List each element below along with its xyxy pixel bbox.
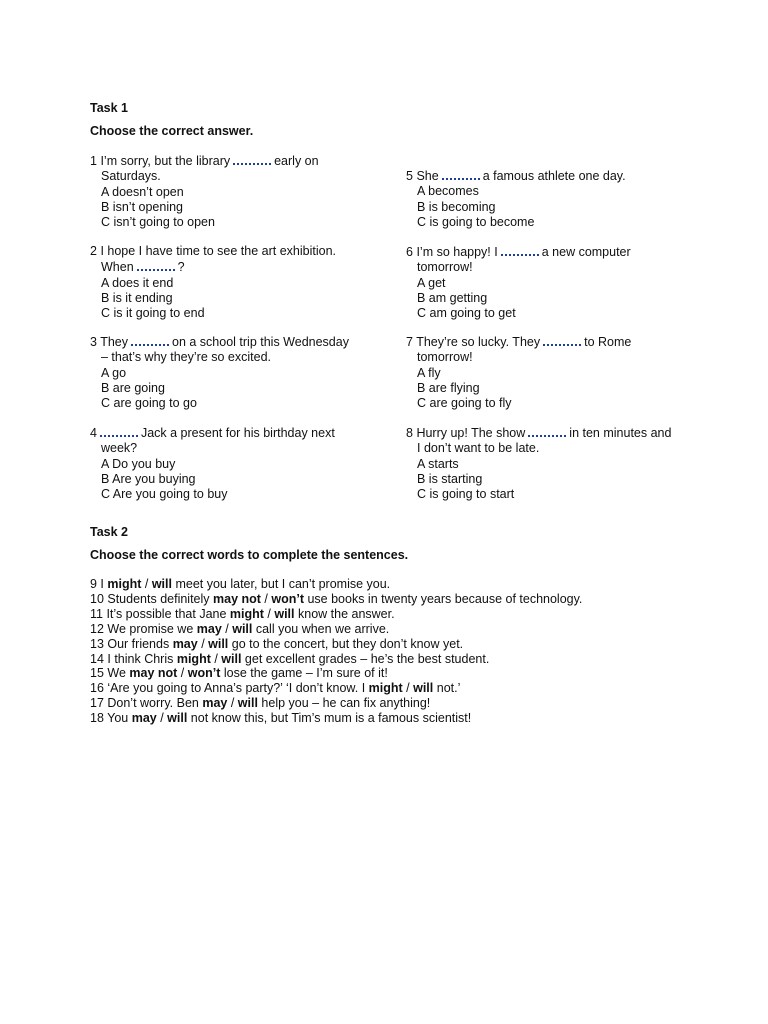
question-stem: I’m so happy! I [416, 245, 498, 259]
question-number: 8 [406, 426, 413, 440]
task1-title: Task 1 [90, 101, 128, 115]
question-stem-end: a famous athlete one day. [482, 169, 626, 183]
option-b[interactable]: B is it ending [101, 290, 173, 305]
choice-1[interactable]: may [196, 621, 222, 636]
question-2 [90, 244, 390, 321]
question-stem-end: early on [274, 154, 319, 168]
option-b[interactable]: B is starting [417, 471, 483, 486]
question-6 [406, 244, 706, 321]
question-7 [406, 334, 706, 411]
task2-title: Task 2 [90, 525, 128, 539]
option-a[interactable]: A starts [417, 456, 459, 471]
question-stem-cont: I don’t want to be late. [417, 441, 540, 456]
sentence-12: 12 We promise we may / will call you when we arrive. [90, 621, 390, 636]
question-stem-end: in ten minutes and [569, 426, 672, 440]
question-number: 5 [406, 169, 413, 183]
question-stem-end: ? [177, 260, 185, 275]
option-a[interactable]: A becomes [417, 184, 479, 199]
choice-1[interactable]: may [172, 636, 198, 651]
question-stem-end: Jack a present for his birthday next [140, 426, 335, 440]
option-a[interactable]: A does it end [101, 275, 174, 290]
option-c[interactable]: C are going to go [101, 396, 197, 411]
choice-2[interactable]: will [237, 696, 258, 711]
question-stem-cont: tomorrow! [417, 260, 473, 275]
sentence-16: 16 ‘Are you going to Anna’s party?’ ‘I don’t know. I might / will not.’ [90, 681, 461, 696]
question-stem-cont: – that’s why they’re so excited. [101, 350, 271, 365]
question-stem-end: on a school trip this Wednesday [172, 335, 349, 349]
option-a[interactable]: A get [417, 275, 446, 290]
question-stem-cont: When [101, 260, 134, 275]
task2-sentences [90, 577, 730, 726]
answer-blank[interactable] [233, 153, 271, 165]
choice-1[interactable]: may not [213, 591, 261, 606]
answer-blank[interactable] [528, 425, 566, 437]
question-3 [90, 334, 390, 411]
question-stem-end: to Rome [584, 335, 632, 349]
question-number: 3 [90, 335, 97, 349]
choice-2[interactable]: will [232, 621, 253, 636]
option-b[interactable]: B is becoming [417, 199, 496, 214]
answer-blank[interactable] [543, 334, 581, 346]
choice-1[interactable]: may [202, 696, 228, 711]
question-1 [90, 153, 390, 230]
question-stem: I’m sorry, but the library [100, 154, 231, 168]
sentence-10: 10 Students definitely may not / won’t use books in twenty years because of technology. [90, 591, 583, 606]
option-c[interactable]: C isn’t going to open [101, 215, 215, 230]
task1-instruction: Choose the correct answer. [90, 124, 254, 138]
choice-1[interactable]: may not [129, 666, 178, 681]
option-c[interactable]: C Are you going to buy [101, 487, 228, 502]
question-number: 4 [90, 426, 97, 440]
sentence-11: 11 It’s possible that Jane might / will know the answer. [90, 606, 395, 621]
question-stem: Hurry up! The show [416, 426, 526, 440]
question-number: 7 [406, 335, 413, 349]
question-number: 6 [406, 245, 413, 259]
option-b[interactable]: B are going [101, 380, 165, 395]
answer-blank[interactable] [442, 168, 480, 180]
option-a[interactable]: A fly [417, 365, 441, 380]
question-5 [406, 168, 706, 230]
option-c[interactable]: C is going to start [417, 487, 515, 502]
task2-instruction: Choose the correct words to complete the sentences. [90, 548, 409, 562]
choice-2[interactable]: won’t [271, 591, 304, 606]
question-stem: I hope I have time to see the art exhibition. [100, 244, 336, 258]
choice-1[interactable]: might [368, 681, 403, 696]
question-stem-cont: tomorrow! [417, 350, 473, 365]
option-c[interactable]: C is going to become [417, 214, 535, 229]
sentence-9: 9 I might / will meet you later, but I can’t promise you. [90, 577, 391, 591]
question-stem: They’re so lucky. They [416, 335, 541, 349]
choice-2[interactable]: will [151, 577, 172, 591]
choice-1[interactable]: might [176, 651, 211, 666]
answer-blank[interactable] [137, 259, 175, 271]
question-stem: They [100, 335, 128, 349]
choice-2[interactable]: will [274, 606, 295, 621]
answer-blank[interactable] [501, 244, 539, 256]
option-c[interactable]: C are going to fly [417, 396, 512, 411]
option-c[interactable]: C am going to get [417, 306, 516, 321]
question-stem: She [416, 169, 439, 183]
question-number: 2 [90, 244, 97, 258]
choice-1[interactable]: may [131, 711, 157, 726]
sentence-13: 13 Our friends may / will go to the concert, but they don’t know yet. [90, 636, 464, 651]
answer-blank[interactable] [100, 425, 138, 437]
option-b[interactable]: B Are you buying [101, 471, 196, 486]
question-stem-cont: week? [101, 441, 138, 456]
choice-1[interactable]: might [107, 577, 142, 591]
question-4 [90, 425, 390, 502]
option-a[interactable]: A doesn’t open [101, 184, 184, 199]
choice-2[interactable]: will [167, 711, 188, 726]
option-b[interactable]: B am getting [417, 290, 488, 305]
sentence-18: 18 You may / will not know this, but Tim’s mum is a famous scientist! [90, 711, 472, 726]
choice-2[interactable]: will [221, 651, 242, 666]
option-a[interactable]: A Do you buy [101, 456, 176, 471]
question-8 [406, 425, 706, 502]
option-a[interactable]: A go [101, 365, 127, 380]
question-stem-cont: Saturdays. [101, 169, 161, 184]
choice-2[interactable]: will [413, 681, 434, 696]
option-c[interactable]: C is it going to end [101, 306, 205, 321]
question-stem-end: a new computer [541, 245, 631, 259]
sentence-15: 15 We may not / won’t lose the game – I’m sure of it! [90, 666, 388, 681]
question-number: 1 [90, 154, 97, 168]
choice-2[interactable]: won’t [187, 666, 221, 681]
answer-blank[interactable] [131, 334, 169, 346]
option-b[interactable]: B are flying [417, 380, 480, 395]
choice-2[interactable]: will [208, 636, 229, 651]
option-b[interactable]: B isn’t opening [101, 199, 184, 214]
choice-1[interactable]: might [229, 606, 264, 621]
sentence-17: 17 Don’t worry. Ben may / will help you – he can fix anything! [90, 696, 431, 711]
sentence-14: 14 I think Chris might / will get excellent grades – he’s the best student. [90, 651, 490, 666]
